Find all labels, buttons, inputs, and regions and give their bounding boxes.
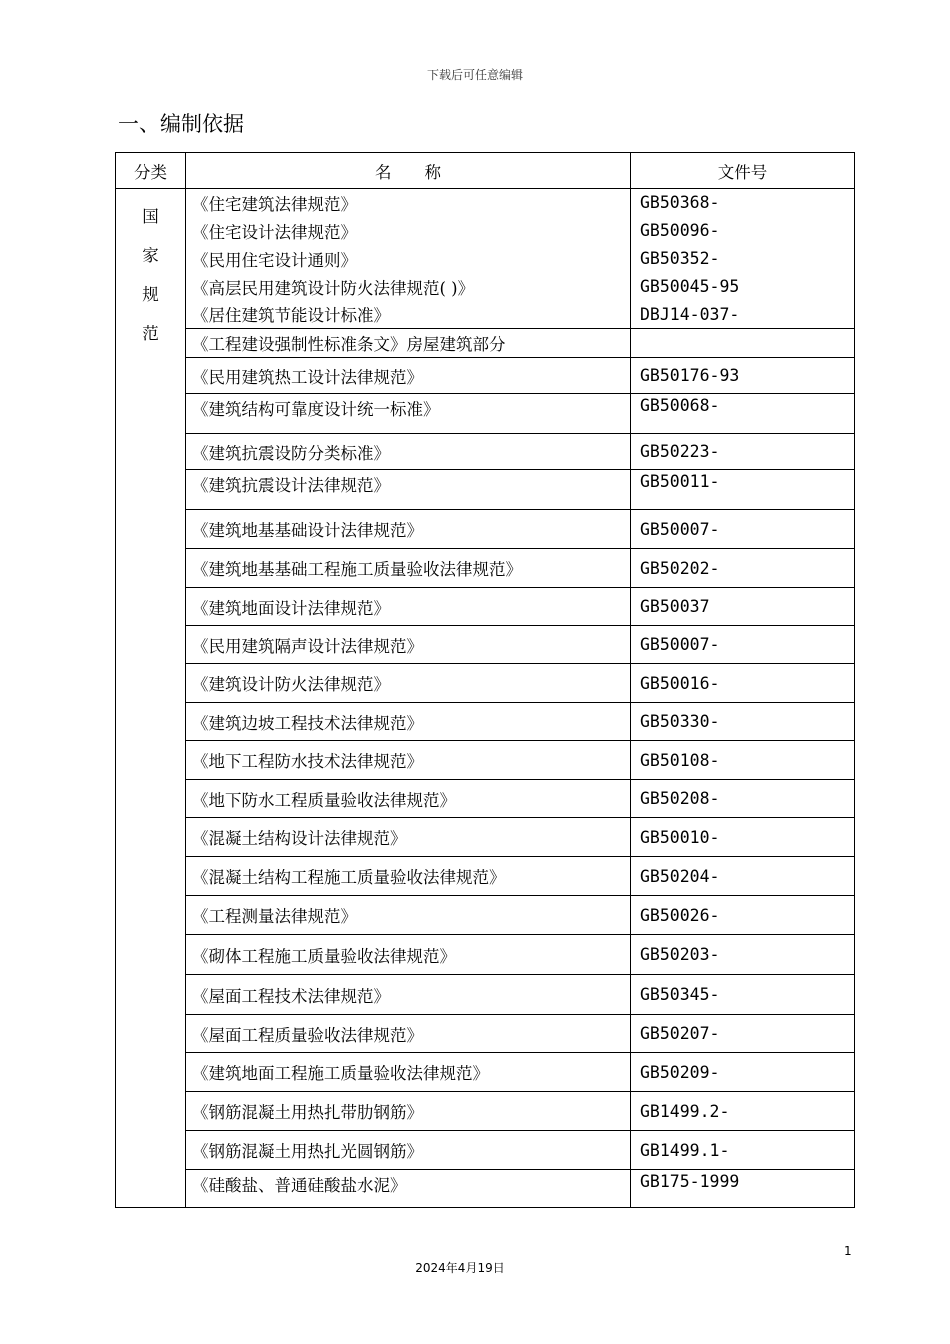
table-row: [116, 896, 855, 935]
table-row: [116, 935, 855, 975]
row-name: 《民用建筑热工设计法律规范》: [186, 358, 631, 394]
row-name: 《住宅建筑法律规范》: [186, 189, 631, 217]
row-file: GB50208-: [631, 780, 855, 818]
row-name: 《建筑结构可靠度设计统一标准》: [186, 394, 631, 434]
header-file: 文件号: [631, 153, 855, 189]
header-name: 名 称: [186, 153, 631, 189]
row-name: 《建筑设计防火法律规范》: [186, 664, 631, 703]
row-file: GB50045-95: [631, 273, 855, 301]
row-file: GB50345-: [631, 975, 855, 1015]
table-row: [116, 329, 855, 358]
row-file: GB1499.2-: [631, 1092, 855, 1131]
row-name: 《居住建筑节能设计标准》: [186, 301, 631, 329]
row-file: GB50330-: [631, 703, 855, 741]
row-file: GB50026-: [631, 896, 855, 935]
table-row: [116, 1131, 855, 1170]
row-file: GB50223-: [631, 434, 855, 470]
row-file: [631, 329, 855, 358]
row-name: 《建筑抗震设计法律规范》: [186, 470, 631, 510]
row-file: GB50007-: [631, 510, 855, 549]
row-name: 《工程建设强制性标准条文》房屋建筑部分: [186, 329, 631, 358]
row-file: GB50204-: [631, 857, 855, 896]
row-file: GB50176-93: [631, 358, 855, 394]
table-row: [116, 588, 855, 626]
table-row: [116, 741, 855, 780]
row-file: GB50209-: [631, 1053, 855, 1092]
row-file: GB50037: [631, 588, 855, 626]
table-row: [116, 434, 855, 470]
row-file: GB50202-: [631, 549, 855, 588]
row-name: 《混凝土结构工程施工质量验收法律规范》: [186, 857, 631, 896]
table-row: [116, 703, 855, 741]
row-file: GB50203-: [631, 935, 855, 975]
row-name: 《砌体工程施工质量验收法律规范》: [186, 935, 631, 975]
table-row: [116, 273, 855, 301]
section-title: 一、编制依据: [118, 112, 244, 136]
row-name: 《建筑抗震设防分类标准》: [186, 434, 631, 470]
page-number: 1: [844, 1244, 852, 1258]
table-row: [116, 818, 855, 857]
spec-table: [115, 152, 855, 1208]
row-name: 《地下防水工程质量验收法律规范》: [186, 780, 631, 818]
row-file: DBJ14-037-: [631, 301, 855, 329]
row-name: 《建筑地面工程施工质量验收法律规范》: [186, 1053, 631, 1092]
row-file: GB50068-: [631, 394, 855, 434]
table-row: [116, 549, 855, 588]
row-name: 《建筑地基基础工程施工质量验收法律规范》: [186, 549, 631, 588]
row-file: GB50207-: [631, 1015, 855, 1053]
row-name: 《住宅设计法律规范》: [186, 217, 631, 245]
row-name: 《建筑地面设计法律规范》: [186, 588, 631, 626]
row-name: 《屋面工程质量验收法律规范》: [186, 1015, 631, 1053]
table-row: [116, 857, 855, 896]
row-file: GB50108-: [631, 741, 855, 780]
table-row: [116, 245, 855, 273]
row-name: 《钢筋混凝土用热扎带肋钢筋》: [186, 1092, 631, 1131]
row-name: 《混凝土结构设计法律规范》: [186, 818, 631, 857]
table-row: [116, 358, 855, 394]
table-row: [116, 189, 855, 217]
row-file: GB50016-: [631, 664, 855, 703]
row-name: 《民用建筑隔声设计法律规范》: [186, 626, 631, 664]
header-category: 分类: [116, 153, 186, 189]
table-row: [116, 1170, 855, 1208]
row-file: GB50011-: [631, 470, 855, 510]
table-row: [116, 1092, 855, 1131]
row-file: GB50007-: [631, 626, 855, 664]
row-file: GB1499.1-: [631, 1131, 855, 1170]
row-file: GB50352-: [631, 245, 855, 273]
category-text: 国 家 规 范: [142, 207, 159, 343]
header-note: 下载后可任意编辑: [426, 68, 523, 82]
table-row: [116, 626, 855, 664]
footer-date: 2024年4月19日: [415, 1261, 505, 1275]
table-row: [116, 664, 855, 703]
row-file: GB50010-: [631, 818, 855, 857]
row-name: 《硅酸盐、普通硅酸盐水泥》: [186, 1170, 631, 1208]
row-file: GB50368-: [631, 189, 855, 217]
row-file: GB175-1999: [631, 1170, 855, 1208]
table-row: [116, 1053, 855, 1092]
table-row: [116, 780, 855, 818]
table-header-row: [116, 153, 855, 189]
table-row: [116, 470, 855, 510]
category-cell: [116, 189, 186, 1208]
row-name: 《民用住宅设计通则》: [186, 245, 631, 273]
row-name: 《工程测量法律规范》: [186, 896, 631, 935]
table-row: [116, 510, 855, 549]
row-name: 《钢筋混凝土用热扎光圆钢筋》: [186, 1131, 631, 1170]
row-name: 《高层民用建筑设计防火法律规范( )》: [186, 273, 631, 301]
table-row: [116, 217, 855, 245]
row-name: 《屋面工程技术法律规范》: [186, 975, 631, 1015]
row-name: 《地下工程防水技术法律规范》: [186, 741, 631, 780]
table-row: [116, 1015, 855, 1053]
row-file: GB50096-: [631, 217, 855, 245]
table-row: [116, 975, 855, 1015]
table-row: [116, 301, 855, 329]
row-name: 《建筑边坡工程技术法律规范》: [186, 703, 631, 741]
row-name: 《建筑地基基础设计法律规范》: [186, 510, 631, 549]
table-row: [116, 394, 855, 434]
